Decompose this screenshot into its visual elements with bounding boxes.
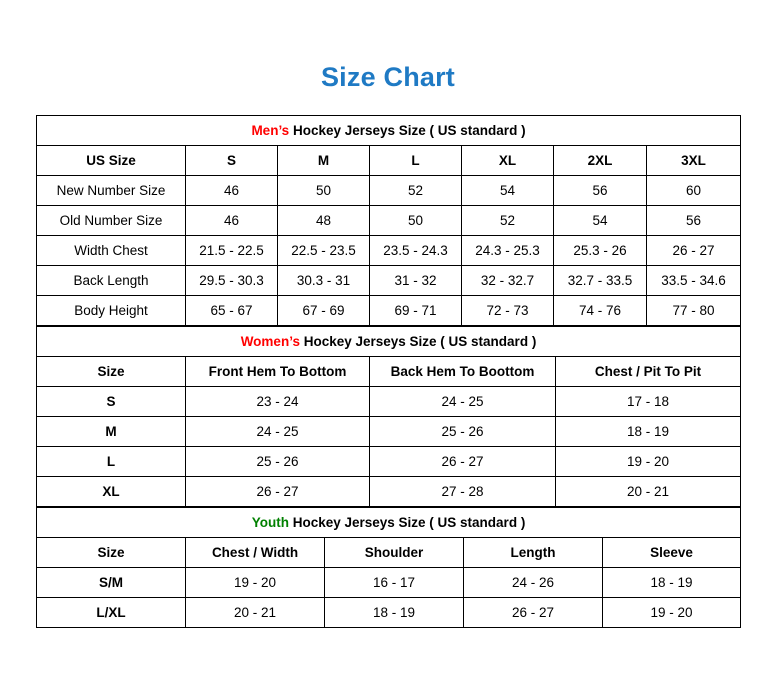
womens-header-rest: Hockey Jerseys Size ( US standard ) — [299, 334, 537, 349]
womens-section-header-row — [37, 327, 741, 357]
womens-size-table — [36, 326, 741, 507]
womens-row-0-val-1: 24 - 25 — [370, 387, 556, 417]
mens-row-1-val-5: 56 — [647, 206, 741, 236]
mens-col-5: 2XL — [554, 146, 647, 176]
youth-row-0-val-0: 19 - 20 — [186, 568, 325, 598]
size-chart-container — [36, 115, 740, 628]
table-row — [37, 206, 741, 236]
mens-row-0-val-5: 60 — [647, 176, 741, 206]
mens-row-4-label: Body Height — [37, 296, 186, 326]
youth-column-header-row — [37, 538, 741, 568]
womens-row-1-val-1: 25 - 26 — [370, 417, 556, 447]
womens-row-2-val-1: 26 - 27 — [370, 447, 556, 477]
youth-col-4: Sleeve — [603, 538, 741, 568]
womens-col-1: Front Hem To Bottom — [186, 357, 370, 387]
mens-row-0-label: New Number Size — [37, 176, 186, 206]
womens-row-3-val-1: 27 - 28 — [370, 477, 556, 507]
mens-row-2-val-1: 22.5 - 23.5 — [278, 236, 370, 266]
youth-row-1-label: L/XL — [37, 598, 186, 628]
womens-row-1-val-2: 18 - 19 — [556, 417, 741, 447]
youth-section-header-row — [37, 508, 741, 538]
mens-row-1-val-4: 54 — [554, 206, 647, 236]
womens-section-header — [37, 327, 741, 357]
womens-row-0-label: S — [37, 387, 186, 417]
womens-col-0: Size — [37, 357, 186, 387]
mens-row-3-val-1: 30.3 - 31 — [278, 266, 370, 296]
youth-row-0-val-2: 24 - 26 — [464, 568, 603, 598]
youth-row-1-val-2: 26 - 27 — [464, 598, 603, 628]
table-row — [37, 296, 741, 326]
youth-col-1: Chest / Width — [186, 538, 325, 568]
mens-row-3-val-2: 31 - 32 — [370, 266, 462, 296]
mens-row-1-val-3: 52 — [462, 206, 554, 236]
mens-section-header-row — [37, 116, 741, 146]
womens-column-header-row — [37, 357, 741, 387]
womens-col-3: Chest / Pit To Pit — [556, 357, 741, 387]
mens-col-6: 3XL — [647, 146, 741, 176]
womens-row-3-val-2: 20 - 21 — [556, 477, 741, 507]
womens-row-0-val-2: 17 - 18 — [556, 387, 741, 417]
mens-row-1-val-0: 46 — [186, 206, 278, 236]
table-row — [37, 598, 741, 628]
womens-row-2-val-2: 19 - 20 — [556, 447, 741, 477]
womens-row-1-val-0: 24 - 25 — [186, 417, 370, 447]
mens-row-1-label: Old Number Size — [37, 206, 186, 236]
table-row — [37, 236, 741, 266]
table-row — [37, 568, 741, 598]
mens-row-4-val-2: 69 - 71 — [370, 296, 462, 326]
youth-section-header — [37, 508, 741, 538]
mens-col-2: M — [278, 146, 370, 176]
youth-row-1-val-1: 18 - 19 — [325, 598, 464, 628]
mens-row-0-val-1: 50 — [278, 176, 370, 206]
mens-row-4-val-0: 65 - 67 — [186, 296, 278, 326]
youth-row-0-val-3: 18 - 19 — [603, 568, 741, 598]
youth-col-0: Size — [37, 538, 186, 568]
womens-header-highlight: Women’s — [240, 334, 300, 349]
mens-row-2-val-4: 25.3 - 26 — [554, 236, 647, 266]
womens-col-2: Back Hem To Boottom — [370, 357, 556, 387]
table-row — [37, 447, 741, 477]
womens-row-2-val-0: 25 - 26 — [186, 447, 370, 477]
mens-row-2-val-0: 21.5 - 22.5 — [186, 236, 278, 266]
womens-row-0-val-0: 23 - 24 — [186, 387, 370, 417]
mens-row-3-val-0: 29.5 - 30.3 — [186, 266, 278, 296]
mens-row-3-label: Back Length — [37, 266, 186, 296]
womens-row-3-val-0: 26 - 27 — [186, 477, 370, 507]
mens-header-rest: Hockey Jerseys Size ( US standard ) — [289, 123, 526, 138]
mens-row-2-val-2: 23.5 - 24.3 — [370, 236, 462, 266]
mens-row-0-val-3: 54 — [462, 176, 554, 206]
mens-header-highlight: Men’s — [251, 123, 290, 138]
mens-row-2-val-3: 24.3 - 25.3 — [462, 236, 554, 266]
youth-row-1-val-3: 19 - 20 — [603, 598, 741, 628]
youth-header-rest: Hockey Jerseys Size ( US standard ) — [288, 515, 526, 530]
mens-row-0-val-4: 56 — [554, 176, 647, 206]
mens-col-3: L — [370, 146, 462, 176]
mens-row-2-val-5: 26 - 27 — [647, 236, 741, 266]
womens-row-1-label: M — [37, 417, 186, 447]
youth-row-1-val-0: 20 - 21 — [186, 598, 325, 628]
youth-col-3: Length — [464, 538, 603, 568]
table-row — [37, 266, 741, 296]
mens-row-3-val-3: 32 - 32.7 — [462, 266, 554, 296]
youth-size-table — [36, 507, 741, 628]
mens-row-3-val-5: 33.5 - 34.6 — [647, 266, 741, 296]
youth-row-0-label: S/M — [37, 568, 186, 598]
mens-column-header-row — [37, 146, 741, 176]
mens-row-1-val-2: 50 — [370, 206, 462, 236]
mens-col-0: US Size — [37, 146, 186, 176]
mens-row-1-val-1: 48 — [278, 206, 370, 236]
mens-col-1: S — [186, 146, 278, 176]
page-title: Size Chart — [320, 62, 456, 92]
mens-col-4: XL — [462, 146, 554, 176]
mens-section-header — [37, 116, 741, 146]
table-row — [37, 387, 741, 417]
mens-size-table — [36, 115, 741, 326]
womens-row-3-label: XL — [37, 477, 186, 507]
table-row — [37, 176, 741, 206]
youth-header-highlight: Youth — [251, 515, 289, 530]
mens-row-4-val-3: 72 - 73 — [462, 296, 554, 326]
womens-row-2-label: L — [37, 447, 186, 477]
mens-row-4-val-4: 74 - 76 — [554, 296, 647, 326]
youth-row-0-val-1: 16 - 17 — [325, 568, 464, 598]
mens-row-2-label: Width Chest — [37, 236, 186, 266]
table-row — [37, 417, 741, 447]
mens-row-4-val-5: 77 - 80 — [647, 296, 741, 326]
mens-row-0-val-0: 46 — [186, 176, 278, 206]
youth-col-2: Shoulder — [325, 538, 464, 568]
mens-row-0-val-2: 52 — [370, 176, 462, 206]
mens-row-3-val-4: 32.7 - 33.5 — [554, 266, 647, 296]
mens-row-4-val-1: 67 - 69 — [278, 296, 370, 326]
table-row — [37, 477, 741, 507]
